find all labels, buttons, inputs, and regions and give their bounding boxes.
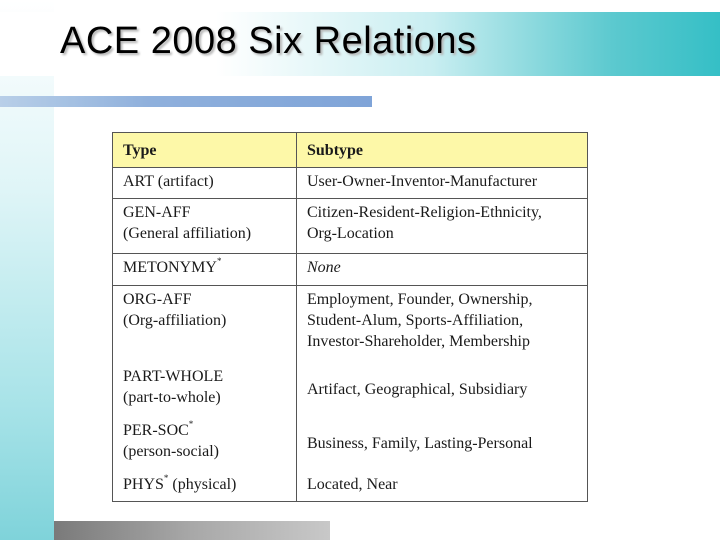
type-description: (part-to-whole) [123, 389, 221, 407]
header-subtype: Subtype [297, 133, 588, 168]
subtype-text: Org-Location [307, 225, 394, 243]
asterisk-footnote-mark: * [163, 472, 169, 483]
table-row-metonymy [113, 254, 588, 285]
subtype-cell [297, 254, 588, 285]
subtype-text: Citizen-Resident-Religion-Ethnicity, [307, 204, 542, 222]
subtype-text: User-Owner-Inventor-Manufacturer [307, 173, 538, 190]
type-description: (physical) [168, 475, 237, 493]
type-cell [113, 168, 297, 199]
relations-table [112, 132, 588, 502]
type-text: PER-SOC [123, 421, 189, 439]
type-text: GEN-AFF [123, 204, 191, 222]
left-decor-band [0, 0, 54, 540]
title-underline-bar [0, 96, 372, 107]
subtype-cell [297, 471, 588, 502]
type-cell [113, 285, 297, 363]
type-description: (General affiliation) [123, 225, 252, 243]
subtype-cell [297, 285, 588, 363]
table-row-gen-aff [113, 199, 588, 254]
header-type: Type [113, 133, 297, 168]
table-header-row [113, 133, 588, 168]
subtype-cell [297, 417, 588, 471]
type-cell [113, 199, 297, 254]
type-cell [113, 417, 297, 471]
subtype-text: Artifact, Geographical, Subsidiary [307, 381, 528, 399]
type-text: METONYMY [123, 259, 217, 277]
table-row-org-aff [113, 285, 588, 363]
type-cell [113, 254, 297, 285]
subtype-text: Employment, Founder, Ownership, [307, 290, 533, 308]
table-row-art [113, 168, 588, 199]
type-text: PART-WHOLE [123, 368, 224, 386]
type-cell [113, 363, 297, 417]
subtype-text: Located, Near [307, 475, 398, 493]
subtype-text: Investor-Shareholder, Membership [307, 332, 530, 350]
table-row-per-soc [113, 417, 588, 471]
subtype-cell [297, 168, 588, 199]
relations-table-container [112, 132, 588, 502]
type-text: ORG-AFF [123, 290, 192, 308]
table-row-phys [113, 471, 588, 502]
table-row-part-whole [113, 363, 588, 417]
subtype-cell [297, 363, 588, 417]
asterisk-footnote-mark: * [216, 256, 222, 267]
bottom-decor-bar [54, 521, 330, 540]
type-cell [113, 471, 297, 502]
subtype-cell [297, 199, 588, 254]
type-description: (Org-affiliation) [123, 311, 227, 329]
slide-title: ACE 2008 Six Relations [60, 20, 477, 62]
subtype-text: Business, Family, Lasting-Personal [307, 435, 533, 453]
type-description: (person-social) [123, 442, 219, 460]
subtype-text: Student-Alum, Sports-Affiliation, [307, 311, 524, 329]
asterisk-footnote-mark: * [188, 418, 194, 429]
type-text: ART (artifact) [123, 173, 214, 190]
type-text: PHYS [123, 475, 164, 493]
subtype-text: None [307, 259, 341, 277]
